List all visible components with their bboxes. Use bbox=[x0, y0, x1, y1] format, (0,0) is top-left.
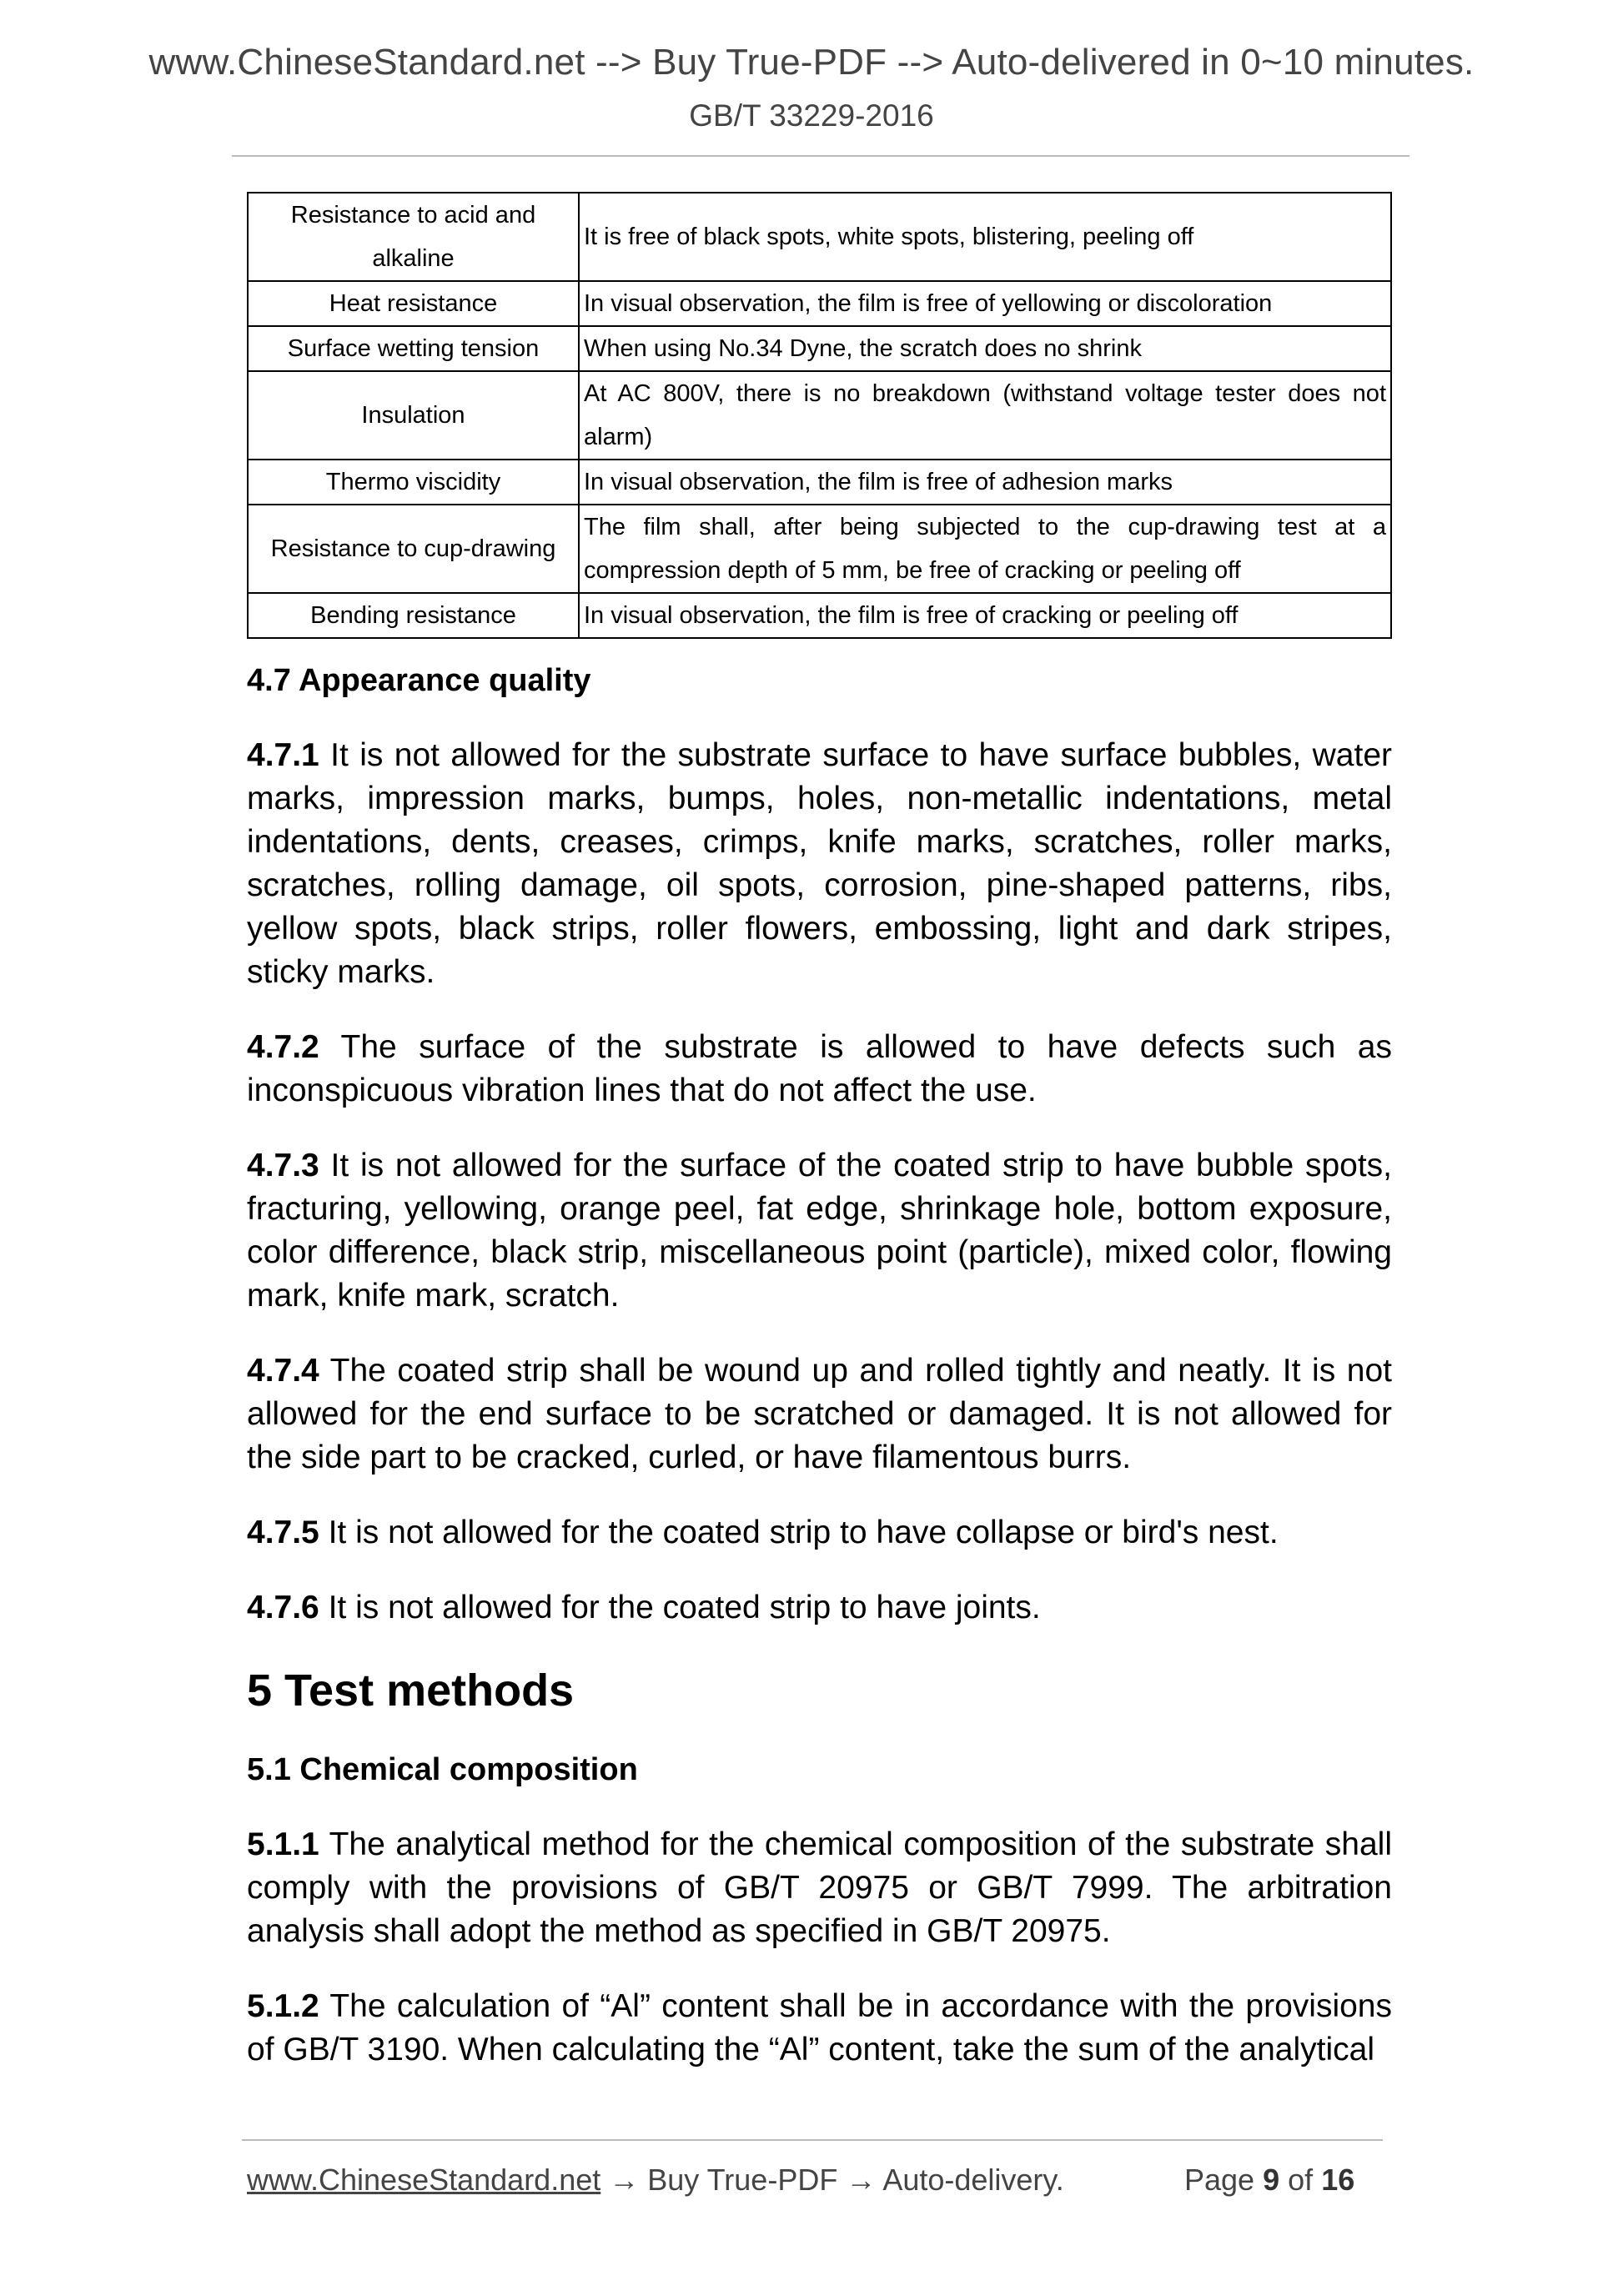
clause-number: 4.7.6 bbox=[247, 1590, 319, 1625]
page-current: 9 bbox=[1263, 2163, 1280, 2197]
property-cell: Resistance to cup-drawing bbox=[248, 505, 579, 593]
footer-promo bbox=[247, 2163, 1064, 2198]
clause-text: The surface of the substrate is allowed to have defects such as inconspicuous vibration lines that do not affect the use. bbox=[247, 1029, 1392, 1108]
requirement-cell: At AC 800V, there is no breakdown (withstand voltage tester does not alarm) bbox=[579, 371, 1391, 460]
section-heading-5: 5 Test methods bbox=[247, 1665, 575, 1716]
header-banner: www.ChineseStandard.net --> Buy True-PDF --> Auto-delivered in 0~10 minutes. bbox=[148, 42, 1475, 83]
clause-5-1-2 bbox=[247, 1985, 1392, 2072]
table-row bbox=[248, 460, 1391, 505]
table-row bbox=[248, 193, 1391, 281]
property-cell: Heat resistance bbox=[248, 281, 579, 326]
clause-text: It is not allowed for the substrate surface to have surface bubbles, water marks, impression marks, bumps, holes, non-metallic indentations, metal indentations, dents, creases, crimps, knife marks, scratches, roller marks, scratches, rolling damage, oil spots, corrosion, pine-shaped patterns, ribs, yellow spots, black strips, roller flowers, embossing, light and dark stripes, sticky marks. bbox=[247, 737, 1392, 990]
property-cell: Thermo viscidity bbox=[248, 460, 579, 505]
clause-4-7-5 bbox=[247, 1511, 1392, 1555]
clause-5-1-1 bbox=[247, 1823, 1392, 1953]
clause-number: 5.1.2 bbox=[247, 1988, 319, 2024]
clause-text: It is not allowed for the surface of the coated strip to have bubble spots, fracturing, yellowing, orange peel, fat edge, shrinkage hole, bottom exposure, color difference, black strip, miscellaneous point (particle), mixed color, flowing mark, knife mark, scratch. bbox=[247, 1148, 1392, 1314]
requirements-table bbox=[247, 192, 1392, 639]
property-cell: Bending resistance bbox=[248, 593, 579, 638]
clause-number: 5.1.1 bbox=[247, 1826, 319, 1862]
property-cell: Resistance to acid and alkaline bbox=[248, 193, 579, 281]
table-row bbox=[248, 326, 1391, 371]
clause-4-7-4 bbox=[247, 1349, 1392, 1480]
footer-site-link[interactable]: www.ChineseStandard.net bbox=[247, 2163, 601, 2197]
clause-number: 4.7.4 bbox=[247, 1353, 319, 1389]
page-indicator bbox=[1184, 2163, 1354, 2198]
clause-text: The coated strip shall be wound up and rolled tightly and neatly. It is not allowed for the end surface to be scratched or damaged. It is not allowed for the side part to be cracked, curled, or have filamentous burrs. bbox=[247, 1353, 1392, 1475]
requirement-cell: When using No.34 Dyne, the scratch does no shrink bbox=[579, 326, 1391, 371]
requirement-cell: In visual observation, the film is free of adhesion marks bbox=[579, 460, 1391, 505]
requirement-cell: The film shall, after being subjected to the cup-drawing test at a compression depth of 5 mm, be free of cracking or peeling off bbox=[579, 505, 1391, 593]
property-cell: Insulation bbox=[248, 371, 579, 460]
page-label: Page bbox=[1184, 2163, 1255, 2197]
requirement-cell: In visual observation, the film is free of cracking or peeling off bbox=[579, 593, 1391, 638]
clause-text: The calculation of “Al” content shall be in accordance with the provisions of GB/T 3190. When calculating the “Al” content, take the sum of the analytical bbox=[247, 1988, 1392, 2067]
requirement-cell: It is free of black spots, white spots, blistering, peeling off bbox=[579, 193, 1391, 281]
clause-4-7-2 bbox=[247, 1026, 1392, 1113]
property-cell: Surface wetting tension bbox=[248, 326, 579, 371]
requirement-cell: In visual observation, the film is free of yellowing or discoloration bbox=[579, 281, 1391, 326]
of-label: of bbox=[1288, 2163, 1314, 2197]
document-body bbox=[247, 659, 1392, 2103]
standard-number: GB/T 33229-2016 bbox=[689, 98, 934, 133]
table-row bbox=[248, 281, 1391, 326]
header-divider bbox=[232, 155, 1409, 157]
clause-4-7-1 bbox=[247, 734, 1392, 994]
clause-number: 4.7.1 bbox=[247, 737, 319, 773]
table-row bbox=[248, 505, 1391, 593]
footer-tagline: → Buy True-PDF → Auto-delivery. bbox=[600, 2163, 1064, 2197]
table-row bbox=[248, 371, 1391, 460]
clause-number: 4.7.3 bbox=[247, 1148, 319, 1183]
section-heading-4-7: 4.7 Appearance quality bbox=[247, 663, 591, 698]
clause-text: It is not allowed for the coated strip to have joints. bbox=[328, 1590, 1041, 1625]
clause-4-7-6 bbox=[247, 1586, 1392, 1630]
clause-number: 4.7.5 bbox=[247, 1515, 319, 1550]
clause-number: 4.7.2 bbox=[247, 1029, 319, 1065]
clause-text: The analytical method for the chemical composition of the substrate shall comply with the provisions of GB/T 20975 or GB/T 7999. The arbitration analysis shall adopt the method as specified in GB/T 20975. bbox=[247, 1826, 1392, 1949]
clause-4-7-3 bbox=[247, 1144, 1392, 1318]
section-heading-5-1: 5.1 Chemical composition bbox=[247, 1752, 638, 1787]
clause-text: It is not allowed for the coated strip to have collapse or bird's nest. bbox=[328, 1515, 1279, 1550]
table-row bbox=[248, 593, 1391, 638]
footer-divider bbox=[242, 2139, 1383, 2141]
page-total: 16 bbox=[1321, 2163, 1355, 2197]
